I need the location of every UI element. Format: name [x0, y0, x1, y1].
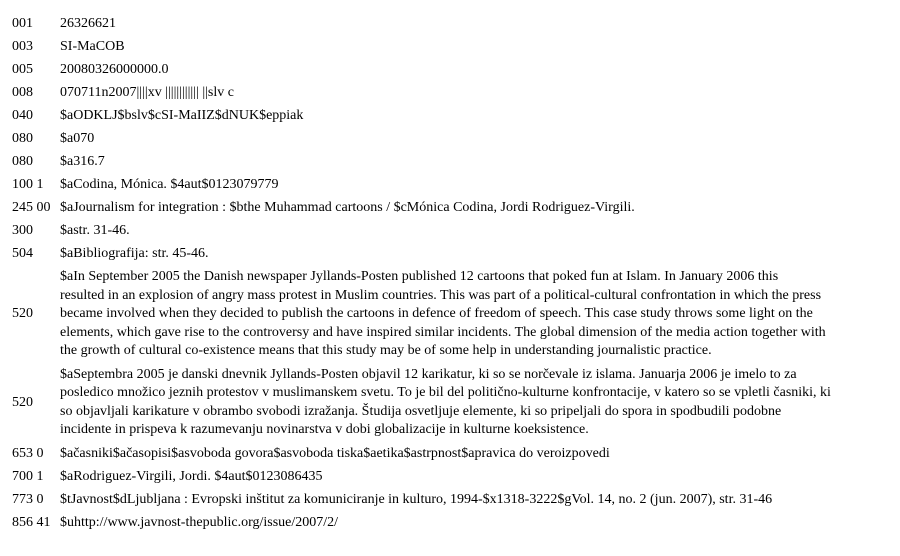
field-value: SI-MaCOB	[60, 39, 125, 54]
field-tag: 700 1	[12, 468, 44, 484]
field-value: $aODKLJ$bslv$cSI-MaIIZ$dNUK$eppiak	[60, 108, 304, 123]
field-tag: 520	[12, 306, 33, 322]
field-value: 070711n2007||||xv |||||||||||| ||slv c	[60, 85, 234, 100]
field-row	[12, 107, 892, 125]
field-value: $aIn September 2005 the Danish newspaper Jyllands-Posten published 12 cartoons that poked fun at Islam. In January 2006 this resulted in an explosion of angry mass protest in Muslim countries. This was part of a political-cultural confrontation in which the press became involved when they decided to publish the cartoons in defence of freedom of speech. This case study throws some light on the elements, which gave rise to the controversy and have inspired similar incidents. The global dimension of the media action together with the growth of cultural co-existence means that this study may be of some help in understanding journalistic practice.	[60, 269, 826, 358]
field-row	[12, 84, 892, 102]
field-row	[12, 366, 892, 440]
field-tag: 080	[12, 154, 33, 169]
field-tag: 040	[12, 108, 33, 123]
field-row	[12, 61, 892, 79]
field-value: $ačasniki$ačasopisi$asvoboda govora$asvoboda tiska$aetika$astrpnost$apravica do veroizpovedi	[60, 445, 610, 461]
field-value: 20080326000000.0	[60, 62, 169, 77]
field-value: $uhttp://www.javnost-thepublic.org/issue/2007/2/	[60, 514, 339, 530]
field-row	[12, 445, 892, 463]
field-row	[12, 15, 892, 33]
field-row	[12, 153, 892, 171]
field-value: $aRodriguez-Virgili, Jordi. $4aut$0123086435	[60, 468, 323, 484]
field-row	[12, 222, 892, 240]
field-tag: 008	[12, 85, 33, 100]
field-row	[12, 199, 892, 217]
field-value: $aBibliografija: str. 45-46.	[60, 246, 209, 261]
field-value: $aCodina, Mónica. $4aut$0123079779	[60, 177, 279, 192]
field-row	[12, 268, 892, 361]
field-tag: 003	[12, 39, 33, 54]
field-tag: 005	[12, 62, 33, 77]
field-tag: 773 0	[12, 491, 44, 507]
field-row	[12, 38, 892, 56]
field-row	[12, 130, 892, 148]
field-value: $astr. 31-46.	[60, 223, 130, 238]
field-tag: 300	[12, 223, 33, 238]
field-tag: 504	[12, 246, 33, 261]
field-tag: 100 1	[12, 177, 44, 192]
marc-record	[12, 15, 892, 537]
field-value: 26326621	[60, 16, 116, 31]
field-tag: 245 00	[12, 200, 51, 215]
field-row	[12, 176, 892, 194]
field-tag: 080	[12, 131, 33, 146]
field-row	[12, 491, 892, 509]
field-tag: 001	[12, 16, 33, 31]
field-value: $a070	[60, 131, 95, 146]
field-value: $a316.7	[60, 154, 105, 169]
field-tag: 856 41	[12, 514, 51, 530]
field-value: $aJournalism for integration : $bthe Muhammad cartoons / $cMónica Codina, Jordi Rodriguez-Virgili.	[60, 200, 635, 215]
field-tag: 653 0	[12, 445, 44, 461]
field-row	[12, 468, 892, 486]
field-tag: 520	[12, 394, 33, 410]
field-row	[12, 514, 892, 532]
field-value: $tJavnost$dLjubljana : Evropski inštitut za komuniciranje in kulturo, 1994-$x1318-3222$gVol. 14, no. 2 (jun. 2007), str. 31-46	[60, 491, 773, 507]
field-value: $aSeptembra 2005 je danski dnevnik Jyllands-Posten objavil 12 karikatur, ki so se norčevale iz islama. Januarja 2006 je imelo to za posledico množico jeznih protestov v muslimanskem svetu. To je bil del politično-kulturne konfrontacije, v katero so se vpletli časniki, ki so objavljali karikature v obrambo svobodi izražanja. Študija osvetljuje elemente, ki so pripeljali do spora in spodbudili podobne incidente in prispeva k razumevanju novinarstva v dobi globalizacije in kulturne koeksistence.	[60, 366, 831, 437]
field-row	[12, 245, 892, 263]
